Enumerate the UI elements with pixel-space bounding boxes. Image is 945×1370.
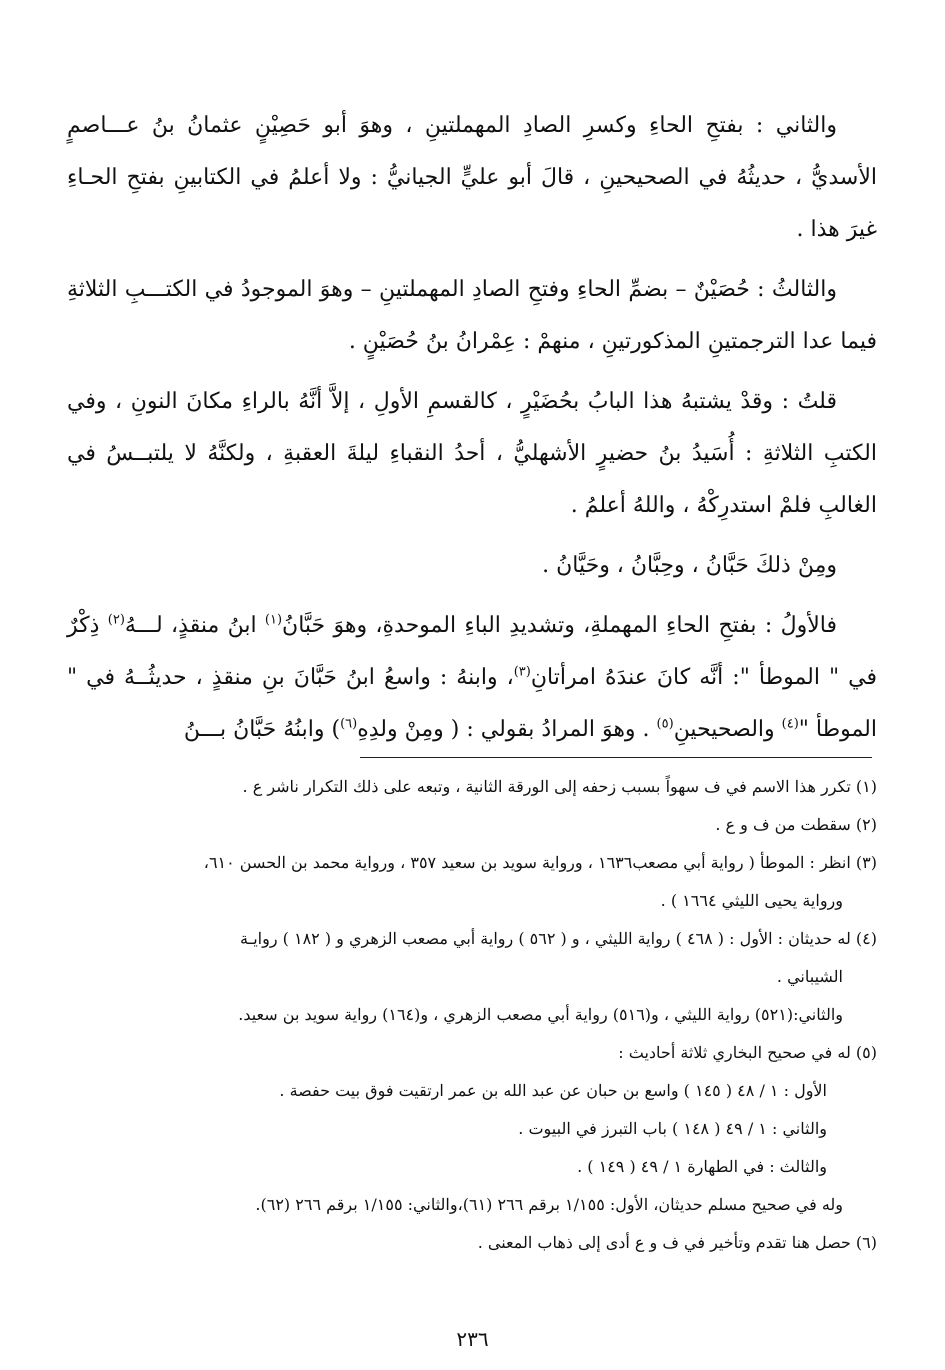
text-run: ، وابنهُ : واسعُ ابنُ حَبَّانَ بنِ منقذٍ ، حديثُــهُ في " الموطأ " — [67, 665, 877, 742]
footnote-divider — [360, 757, 872, 758]
footnote-ref-2[interactable]: (٢) — [107, 612, 125, 628]
text-run: ) وابنُهُ حَبَّانُ بـــنُ — [183, 717, 341, 742]
footnotes — [67, 768, 877, 1262]
page-number: ٢٣٦ — [456, 1327, 489, 1351]
text-run: ابنُ منقذٍ، لـــهُ — [124, 613, 265, 638]
footnote-5-first: الأول : ١ / ٤٨ ( ١٤٥ ) واسع بن حبان عن عبد الله بن عمر ارتقيت فوق بيت حفصة . — [279, 1081, 827, 1100]
footnote-1: (١) تكرر هذا الاسم في ف سهواً بسبب زحفه إلى الورقة الثانية ، وتبعه على ذلك التكرار ناشر ع . — [242, 777, 877, 796]
paragraph-note-hudayr: قلتُ : وقدْ يشتبهُ هذا البابُ بحُضَيْرٍ ، كالقسمِ الأولِ ، إلاَّ أنَّهُ بالراءِ مكانَ النونِ ، وفي الكتبِ الثلاثةِ : أُسَيدُ بنُ حضيرٍ الأشهليُّ ، أحدُ النقباءِ ليلةَ العقبةِ ، ولكنَّهُ لا يلتبــسُ في الغالبِ فلمْ استدرِكْهُ ، واللهُ أعلمُ . — [67, 389, 877, 518]
paragraph-habban-intro: ومِنْ ذلكَ حَبَّانُ ، وحِبَّانُ ، وحَيَّانُ . — [542, 553, 837, 578]
footnote-3-continued: ورواية يحيى الليثي ١٦٦٤ ) . — [660, 891, 843, 910]
footnote-ref-1[interactable]: (١) — [264, 612, 283, 628]
footnote-5-second: والثاني : ١ / ٤٩ ( ١٤٨ ) باب التبرز في البيوت . — [518, 1119, 827, 1138]
paragraph-second-type: والثاني : بفتحِ الحاءِ وكسرِ الصادِ المهملتينِ ، وهوَ أبو حَصِيْنٍ عثمانُ بنُ عـــاصمٍ الأسديُّ ، حديثُهُ في الصحيحينِ ، قالَ أبو عليٍّ الجيانيُّ : ولا أعلمُ في الكتابينِ بفتحِ الحـاءِ غيرَ هذا . — [67, 113, 877, 242]
footnote-ref-6[interactable]: (٦) — [340, 716, 358, 732]
main-text — [67, 100, 877, 756]
footnote-ref-5[interactable]: (٥) — [656, 716, 674, 732]
footnote-3: (٣) انظر : الموطأ ( رواية أبي مصعب١٦٣٦ ، ورواية سويد بن سعيد ٣٥٧ ، ورواية محمد بن الحسن ٦١٠، — [203, 853, 877, 872]
footnote-5-muslim: وله في صحيح مسلم حديثان، الأول: ١/١٥٥ برقم ٢٦٦ (٦١)،والثاني: ١/١٥٥ برقم ٢٦٦ (٦٢). — [255, 1195, 843, 1214]
text-run: والصحيحينِ — [673, 717, 782, 742]
footnote-5-third: والثالث : في الطهارة ١ / ٤٩ ( ١٤٩ ) . — [577, 1157, 827, 1176]
footnote-4-second: والثاني:(٥٢١) رواية الليثي ، و(٥١٦) رواية أبي مصعب الزهري ، و(١٦٤) رواية سويد بن سعيد. — [238, 1005, 843, 1024]
footnote-ref-4[interactable]: (٤) — [781, 716, 799, 732]
text-run: ذِكْرٌ في " الموطأ ": أنَّه كانَ عندَهُ امرأتانِ — [67, 613, 878, 690]
footnote-2: (٢) سقطت من ف و ع . — [715, 815, 877, 834]
footnote-4-continued: الشيباني . — [776, 967, 843, 986]
footnote-5: (٥) له في صحيح البخاري ثلاثة أحاديث : — [618, 1043, 877, 1062]
paragraph-third-type: والثالثُ : حُصَيْنٌ – بضمِّ الحاءِ وفتحِ الصادِ المهملتينِ – وهوَ الموجودُ في الكتـــبِ الثلاثةِ فيما عدا الترجمتينِ المذكورتينِ ، منهمْ : عِمْرانُ بنُ حُصَيْنٍ . — [67, 277, 877, 354]
footnote-6: (٦) حصل هنا تقدم وتأخير في ف و ع أدى إلى ذهاب المعنى . — [477, 1233, 877, 1252]
footnote-ref-3[interactable]: (٣) — [513, 664, 531, 680]
text-run: فالأولُ : بفتحِ الحاءِ المهملةِ، وتشديدِ الباءِ الموحدةِ، وهوَ حَبَّانُ — [282, 613, 837, 638]
text-run: . وهوَ المرادُ بقولي : ( ومِنْ ولدِهِ — [357, 717, 657, 742]
paragraph-habban-first — [67, 600, 877, 756]
footnote-4: (٤) له حديثان : الأول : ( ٤٦٨ ) رواية الليثي ، و ( ٥٦٢ ) رواية أبي مصعب الزهري و ( ١٨٢ ) روايـة — [239, 929, 877, 948]
